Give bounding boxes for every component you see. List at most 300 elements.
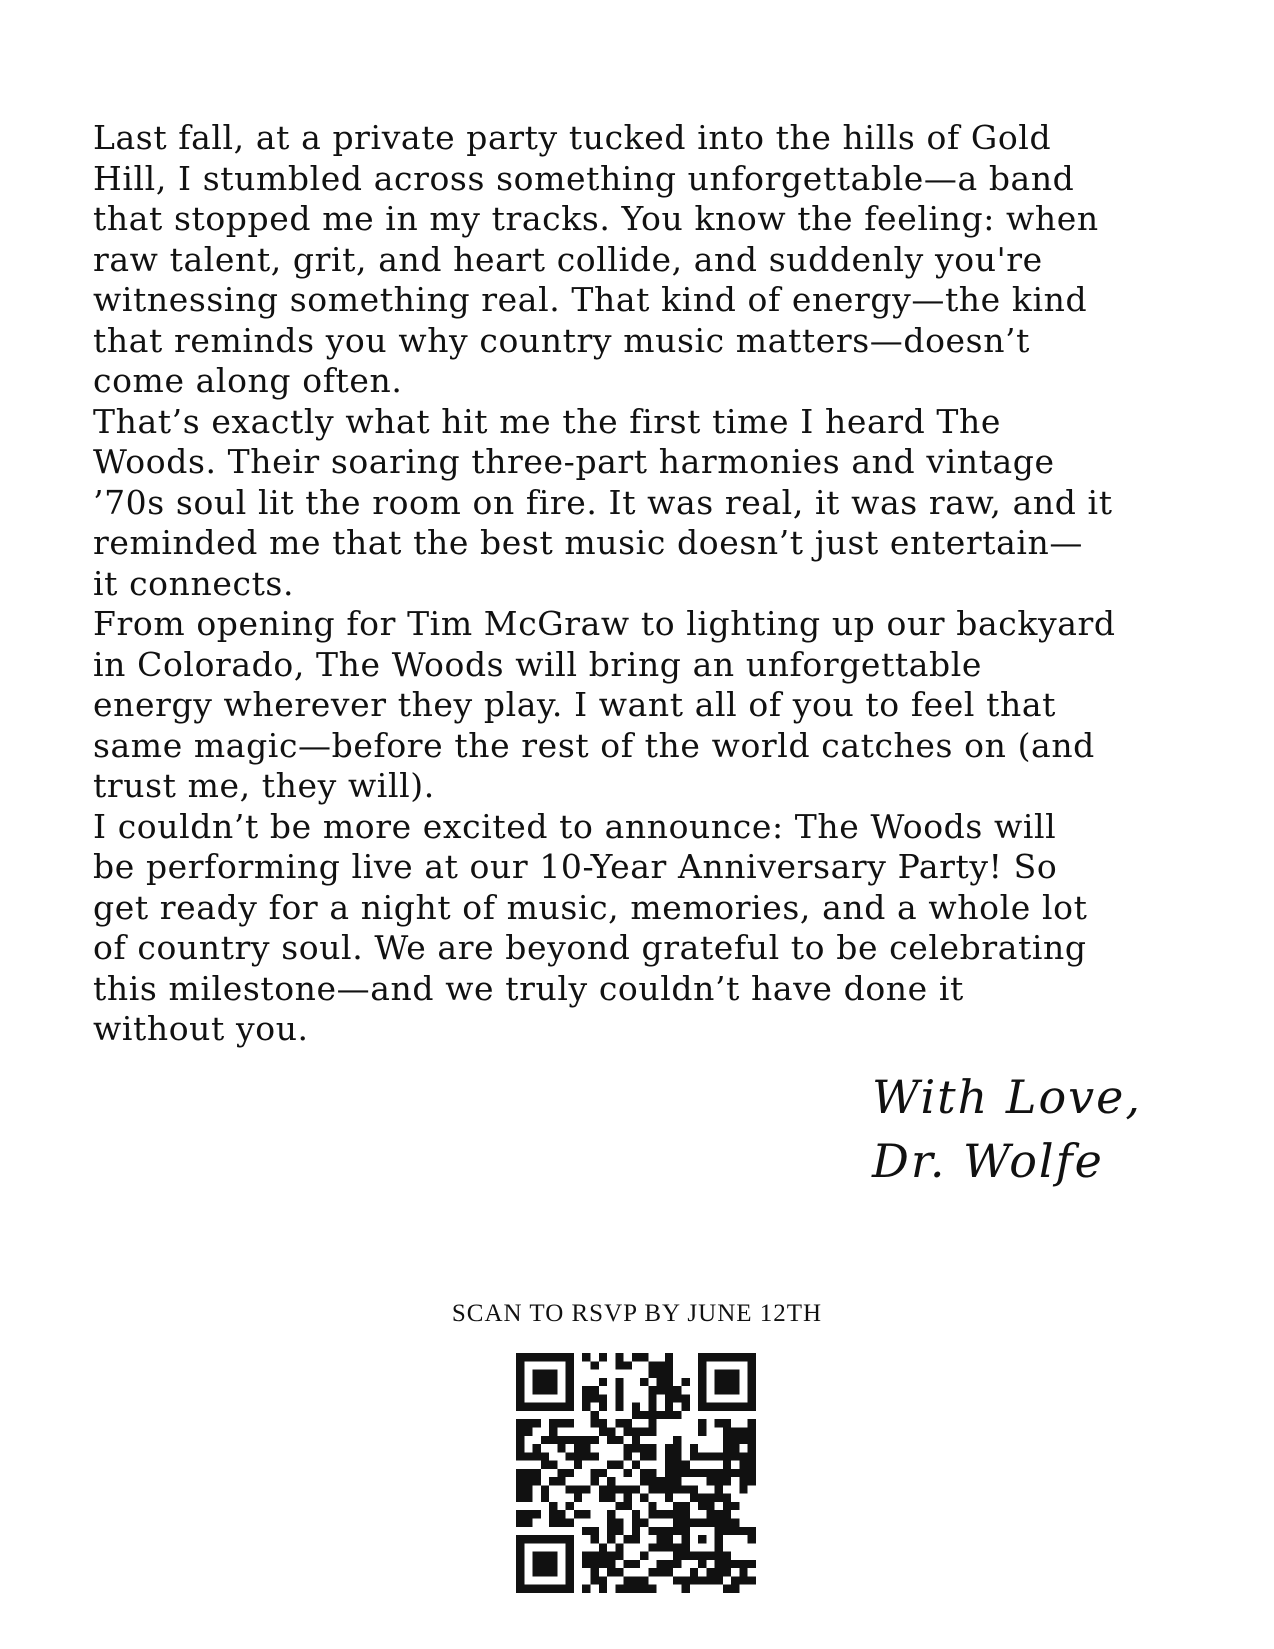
qr-module <box>690 1576 698 1584</box>
qr-module <box>607 1560 615 1568</box>
qr-module <box>541 1378 549 1386</box>
qr-module <box>723 1527 731 1535</box>
qr-module <box>566 1585 574 1593</box>
qr-module <box>665 1444 673 1452</box>
qr-module <box>615 1378 623 1386</box>
qr-module <box>682 1394 690 1402</box>
qr-module <box>698 1394 706 1402</box>
qr-module <box>731 1370 739 1378</box>
qr-module <box>731 1560 739 1568</box>
qr-module <box>731 1403 739 1411</box>
qr-module <box>541 1552 549 1560</box>
qr-module <box>590 1527 598 1535</box>
qr-module <box>524 1535 532 1543</box>
qr-module <box>582 1527 590 1535</box>
qr-module <box>715 1477 723 1485</box>
qr-module <box>739 1469 747 1477</box>
qr-module <box>566 1378 574 1386</box>
qr-module <box>516 1477 524 1485</box>
qr-module <box>739 1436 747 1444</box>
qr-module <box>748 1386 756 1394</box>
qr-module <box>748 1353 756 1361</box>
qr-module <box>723 1502 731 1510</box>
qr-module <box>731 1353 739 1361</box>
qr-module <box>648 1502 656 1510</box>
qr-module <box>665 1485 673 1493</box>
qr-module <box>516 1394 524 1402</box>
qr-module <box>549 1461 557 1469</box>
qr-module <box>715 1552 723 1560</box>
qr-module <box>624 1419 632 1427</box>
qr-module <box>632 1411 640 1419</box>
qr-module <box>665 1361 673 1369</box>
qr-module <box>615 1361 623 1369</box>
qr-module <box>516 1386 524 1394</box>
qr-module <box>748 1370 756 1378</box>
qr-module <box>657 1568 665 1576</box>
qr-module <box>516 1403 524 1411</box>
qr-module <box>533 1419 541 1427</box>
qr-module <box>566 1370 574 1378</box>
qr-module <box>590 1411 598 1419</box>
qr-module <box>607 1535 615 1543</box>
qr-code-icon[interactable] <box>516 1353 756 1593</box>
qr-module <box>516 1576 524 1584</box>
qr-module <box>549 1353 557 1361</box>
qr-module <box>541 1461 549 1469</box>
qr-module <box>599 1403 607 1411</box>
qr-module <box>657 1370 665 1378</box>
qr-module <box>632 1444 640 1452</box>
qr-module <box>706 1519 714 1527</box>
qr-module <box>607 1510 615 1518</box>
qr-module <box>615 1386 623 1394</box>
qr-module <box>648 1427 656 1435</box>
qr-module <box>615 1403 623 1411</box>
qr-module <box>698 1452 706 1460</box>
qr-module <box>632 1527 640 1535</box>
qr-module <box>640 1494 648 1502</box>
qr-module <box>516 1568 524 1576</box>
qr-module <box>632 1403 640 1411</box>
qr-module <box>615 1436 623 1444</box>
qr-module <box>698 1403 706 1411</box>
qr-module <box>582 1552 590 1560</box>
qr-module <box>516 1361 524 1369</box>
qr-module <box>557 1436 565 1444</box>
qr-module <box>640 1378 648 1386</box>
qr-module <box>665 1386 673 1394</box>
qr-module <box>590 1576 598 1584</box>
qr-module <box>739 1568 747 1576</box>
qr-module <box>566 1419 574 1427</box>
qr-module <box>516 1543 524 1551</box>
qr-module <box>640 1519 648 1527</box>
qr-module <box>541 1494 549 1502</box>
qr-module <box>632 1519 640 1527</box>
qr-module <box>549 1552 557 1560</box>
qr-module <box>632 1353 640 1361</box>
qr-module <box>715 1403 723 1411</box>
qr-module <box>624 1361 632 1369</box>
qr-module <box>582 1394 590 1402</box>
qr-module <box>524 1519 532 1527</box>
qr-module <box>657 1560 665 1568</box>
qr-module <box>516 1510 524 1518</box>
letter-body <box>93 118 1183 1050</box>
qr-module <box>648 1403 656 1411</box>
qr-module <box>566 1576 574 1584</box>
letter-paragraph-2: That’s exactly what hit me the first time I heard The Woods. Their soaring three-part harmonies and vintage ’70s soul lit the room on fire. It was real, it was raw, and it reminded me that the best music doesn’t just entertain— it connects. <box>93 401 1113 603</box>
signature-block <box>872 1065 1142 1193</box>
qr-module <box>615 1353 623 1361</box>
qr-module <box>541 1370 549 1378</box>
qr-module <box>673 1444 681 1452</box>
qr-module <box>599 1427 607 1435</box>
qr-module <box>706 1552 714 1560</box>
qr-module <box>739 1576 747 1584</box>
qr-module <box>665 1494 673 1502</box>
qr-module <box>739 1477 747 1485</box>
qr-module <box>748 1452 756 1460</box>
qr-module <box>748 1477 756 1485</box>
qr-module <box>516 1469 524 1477</box>
qr-module <box>657 1378 665 1386</box>
qr-module <box>715 1543 723 1551</box>
qr-module <box>624 1494 632 1502</box>
qr-module <box>590 1452 598 1460</box>
qr-module <box>657 1361 665 1369</box>
qr-module <box>715 1494 723 1502</box>
qr-module <box>698 1419 706 1427</box>
qr-module <box>665 1535 673 1543</box>
qr-module <box>541 1436 549 1444</box>
qr-module <box>665 1353 673 1361</box>
qr-module <box>607 1477 615 1485</box>
qr-module <box>657 1527 665 1535</box>
qr-module <box>748 1403 756 1411</box>
qr-module <box>516 1519 524 1527</box>
qr-module <box>731 1386 739 1394</box>
qr-module <box>533 1585 541 1593</box>
qr-module <box>557 1585 565 1593</box>
qr-module <box>739 1527 747 1535</box>
signature-name: Dr. Wolfe <box>872 1134 1104 1188</box>
qr-module <box>632 1535 640 1543</box>
qr-module <box>590 1568 598 1576</box>
qr-module <box>624 1576 632 1584</box>
qr-module <box>723 1560 731 1568</box>
qr-module <box>541 1452 549 1460</box>
qr-module <box>549 1419 557 1427</box>
qr-module <box>665 1527 673 1535</box>
qr-module <box>682 1510 690 1518</box>
qr-module <box>690 1485 698 1493</box>
qr-module <box>599 1585 607 1593</box>
qr-module <box>723 1461 731 1469</box>
qr-module <box>624 1560 632 1568</box>
qr-module <box>748 1419 756 1427</box>
qr-module <box>549 1560 557 1568</box>
qr-module <box>549 1519 557 1527</box>
qr-module <box>533 1510 541 1518</box>
qr-module <box>698 1370 706 1378</box>
qr-module <box>566 1469 574 1477</box>
qr-module <box>566 1485 574 1493</box>
qr-module <box>748 1436 756 1444</box>
qr-module <box>715 1378 723 1386</box>
qr-module <box>706 1510 714 1518</box>
qr-module <box>657 1477 665 1485</box>
qr-module <box>690 1444 698 1452</box>
qr-module <box>673 1576 681 1584</box>
qr-module <box>723 1510 731 1518</box>
qr-module <box>723 1353 731 1361</box>
qr-module <box>624 1535 632 1543</box>
qr-module <box>715 1576 723 1584</box>
qr-module <box>682 1552 690 1560</box>
qr-module <box>566 1535 574 1543</box>
qr-module <box>748 1560 756 1568</box>
qr-module <box>640 1411 648 1419</box>
qr-module <box>715 1560 723 1568</box>
qr-module <box>582 1436 590 1444</box>
qr-module <box>599 1469 607 1477</box>
qr-module <box>648 1452 656 1460</box>
qr-module <box>541 1560 549 1568</box>
qr-module <box>648 1411 656 1419</box>
qr-module <box>748 1461 756 1469</box>
qr-module <box>590 1469 598 1477</box>
qr-module <box>516 1378 524 1386</box>
qr-module <box>731 1585 739 1593</box>
qr-module <box>582 1510 590 1518</box>
qr-module <box>615 1519 623 1527</box>
qr-module <box>566 1543 574 1551</box>
qr-module <box>566 1386 574 1394</box>
qr-module <box>607 1568 615 1576</box>
qr-module <box>557 1477 565 1485</box>
qr-module <box>624 1427 632 1435</box>
qr-module <box>533 1560 541 1568</box>
qr-module <box>615 1394 623 1402</box>
qr-module <box>607 1527 615 1535</box>
qr-module <box>549 1378 557 1386</box>
qr-module <box>715 1419 723 1427</box>
qr-module <box>648 1477 656 1485</box>
qr-module <box>723 1427 731 1435</box>
qr-module <box>533 1378 541 1386</box>
qr-module <box>566 1452 574 1460</box>
qr-module <box>715 1386 723 1394</box>
qr-module <box>524 1403 532 1411</box>
qr-module <box>673 1386 681 1394</box>
qr-module <box>723 1444 731 1452</box>
qr-module <box>682 1378 690 1386</box>
qr-module <box>706 1452 714 1460</box>
qr-module <box>582 1403 590 1411</box>
qr-module <box>549 1502 557 1510</box>
qr-module <box>557 1469 565 1477</box>
qr-module <box>607 1485 615 1493</box>
qr-module <box>640 1353 648 1361</box>
qr-module <box>615 1461 623 1469</box>
qr-module <box>632 1510 640 1518</box>
qr-module <box>524 1494 532 1502</box>
qr-module <box>615 1502 623 1510</box>
qr-module <box>682 1543 690 1551</box>
qr-module <box>698 1576 706 1584</box>
qr-module <box>615 1543 623 1551</box>
qr-module <box>615 1585 623 1593</box>
qr-module <box>739 1452 747 1460</box>
qr-module <box>698 1502 706 1510</box>
qr-module <box>524 1585 532 1593</box>
qr-module <box>624 1485 632 1493</box>
qr-module <box>682 1502 690 1510</box>
qr-module <box>698 1519 706 1527</box>
qr-module <box>665 1477 673 1485</box>
qr-module <box>665 1378 673 1386</box>
qr-module <box>566 1552 574 1560</box>
qr-module <box>665 1568 673 1576</box>
qr-module <box>690 1469 698 1477</box>
qr-module <box>599 1394 607 1402</box>
qr-module <box>533 1477 541 1485</box>
qr-module <box>731 1469 739 1477</box>
qr-module <box>657 1386 665 1394</box>
qr-module <box>516 1560 524 1568</box>
qr-module <box>715 1469 723 1477</box>
qr-module <box>557 1419 565 1427</box>
qr-module <box>673 1411 681 1419</box>
qr-module <box>748 1444 756 1452</box>
qr-module <box>607 1436 615 1444</box>
qr-module <box>516 1485 524 1493</box>
qr-module <box>682 1485 690 1493</box>
qr-module <box>549 1510 557 1518</box>
qr-module <box>640 1552 648 1560</box>
qr-module <box>615 1419 623 1427</box>
qr-module <box>640 1477 648 1485</box>
qr-module <box>706 1353 714 1361</box>
qr-module <box>682 1576 690 1584</box>
qr-module <box>640 1576 648 1584</box>
qr-module <box>607 1427 615 1435</box>
qr-module <box>590 1560 598 1568</box>
qr-module <box>582 1560 590 1568</box>
qr-module <box>615 1552 623 1560</box>
qr-module <box>739 1353 747 1361</box>
qr-module <box>516 1419 524 1427</box>
qr-module <box>723 1519 731 1527</box>
qr-module <box>599 1560 607 1568</box>
qr-module <box>566 1361 574 1369</box>
qr-module <box>557 1535 565 1543</box>
qr-module <box>698 1494 706 1502</box>
qr-module <box>516 1452 524 1460</box>
qr-module <box>607 1494 615 1502</box>
qr-module <box>624 1452 632 1460</box>
letter-paragraph-4: I couldn’t be more excited to announce: The Woods will be performing live at our 10-Year Anniversary Party! So get ready for a night of music, memories, and a whole lot of country soul. We are beyond grateful to be celebrating this milestone—and we truly couldn’t have done it without you. <box>93 806 1088 1048</box>
qr-module <box>549 1427 557 1435</box>
qr-module <box>599 1543 607 1551</box>
qr-module <box>566 1394 574 1402</box>
qr-module <box>632 1576 640 1584</box>
qr-module <box>731 1576 739 1584</box>
qr-module <box>590 1477 598 1485</box>
signature-closing: With Love, <box>872 1070 1142 1124</box>
qr-module <box>566 1568 574 1576</box>
qr-module <box>533 1386 541 1394</box>
qr-module <box>748 1469 756 1477</box>
qr-module <box>723 1403 731 1411</box>
qr-module <box>582 1444 590 1452</box>
qr-module <box>533 1568 541 1576</box>
qr-module <box>682 1461 690 1469</box>
letter-paragraph-1: Last fall, at a private party tucked into the hills of Gold Hill, I stumbled across something unforgettable—a band that stopped me in my tracks. You know the feeling: when raw talent, grit, and heart collide, and suddenly you're witnessing something real. That kind of energy—the kind that reminds you why country music matters—doesn’t come along often. <box>93 118 1099 400</box>
qr-module <box>723 1568 731 1576</box>
qr-module <box>615 1527 623 1535</box>
qr-module <box>748 1394 756 1402</box>
qr-module <box>541 1485 549 1493</box>
qr-module <box>648 1485 656 1493</box>
qr-module <box>748 1427 756 1435</box>
qr-module <box>615 1485 623 1493</box>
qr-module <box>615 1568 623 1576</box>
qr-module <box>673 1502 681 1510</box>
qr-module <box>516 1444 524 1452</box>
qr-module <box>673 1394 681 1402</box>
qr-module <box>549 1585 557 1593</box>
qr-module <box>607 1461 615 1469</box>
qr-module <box>698 1353 706 1361</box>
qr-module <box>607 1519 615 1527</box>
qr-module <box>698 1427 706 1435</box>
qr-module <box>673 1527 681 1535</box>
qr-module <box>599 1576 607 1584</box>
qr-module <box>599 1378 607 1386</box>
qr-module <box>557 1444 565 1452</box>
qr-module <box>516 1353 524 1361</box>
qr-module <box>574 1444 582 1452</box>
qr-module <box>516 1552 524 1560</box>
rsvp-label: SCAN TO RSVP BY JUNE 12TH <box>451 1300 823 1327</box>
qr-module <box>739 1560 747 1568</box>
qr-module <box>648 1568 656 1576</box>
qr-module <box>673 1461 681 1469</box>
qr-module <box>715 1519 723 1527</box>
qr-module <box>657 1535 665 1543</box>
qr-module <box>566 1403 574 1411</box>
qr-module <box>731 1436 739 1444</box>
qr-module <box>566 1436 574 1444</box>
qr-module <box>549 1477 557 1485</box>
qr-module <box>673 1436 681 1444</box>
qr-module <box>566 1502 574 1510</box>
qr-module <box>599 1353 607 1361</box>
qr-module <box>690 1519 698 1527</box>
qr-module <box>665 1411 673 1419</box>
qr-module <box>748 1378 756 1386</box>
qr-module <box>731 1378 739 1386</box>
qr-module <box>657 1543 665 1551</box>
qr-module <box>690 1452 698 1460</box>
qr-module <box>739 1461 747 1469</box>
qr-module <box>673 1552 681 1560</box>
qr-module <box>557 1510 565 1518</box>
qr-module <box>574 1494 582 1502</box>
